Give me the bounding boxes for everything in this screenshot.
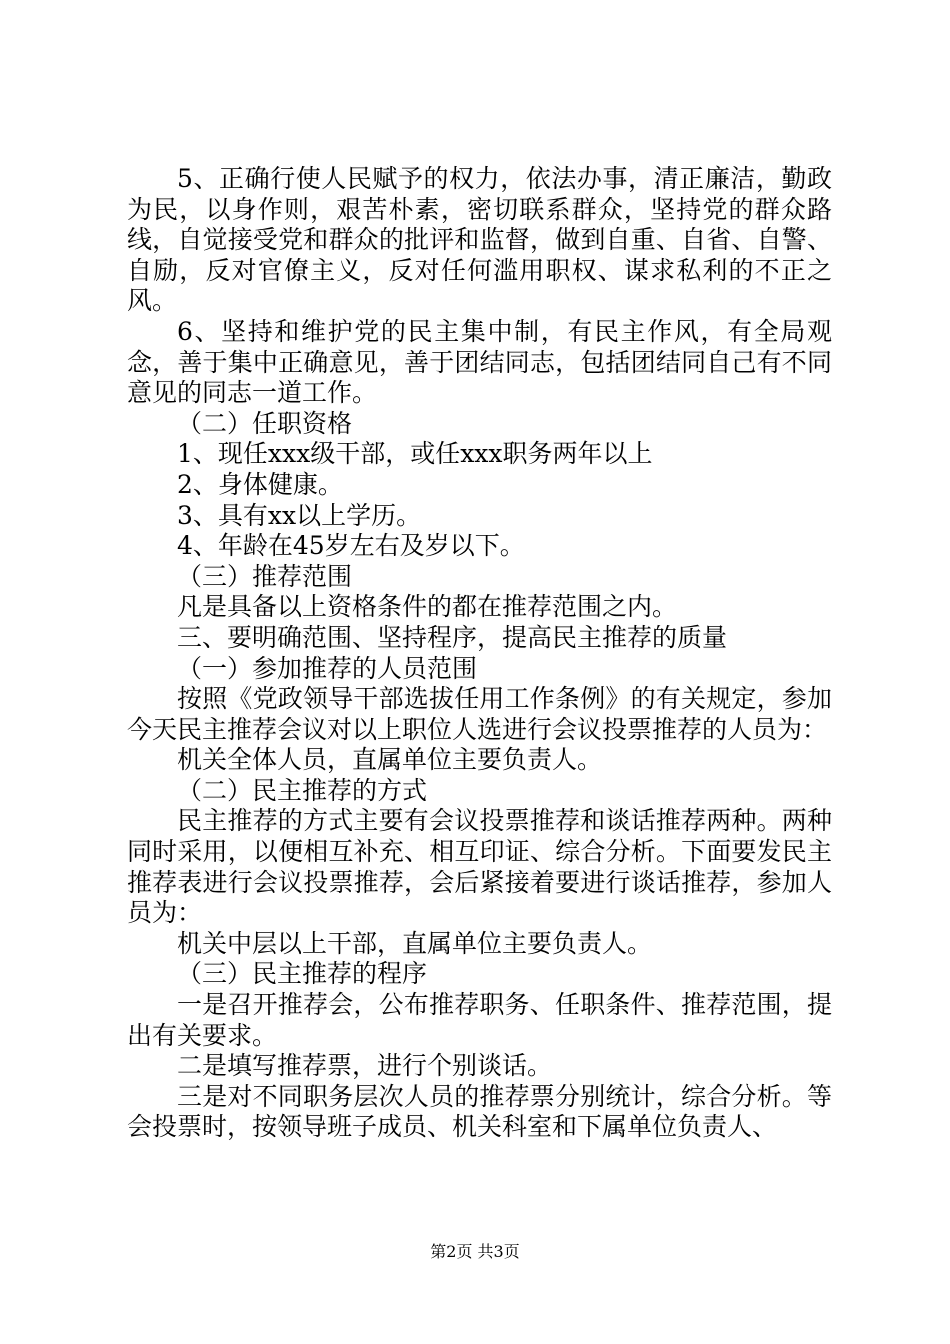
- page-footer: [0, 1242, 950, 1262]
- paragraph: 二是填写推荐票，进行个别谈话。: [177, 1051, 553, 1081]
- list-item: 1、现任xxx级干部，或任xxx职务两年以上: [177, 439, 653, 469]
- section-heading: （二）民主推荐的方式: [177, 775, 428, 805]
- paragraph: 6、坚持和维护党的民主集中制，有民主作风，有全局观念，善于集中正确意见，善于团结同志，包括团结同自己有不同意见的同志一道工作。: [127, 316, 832, 408]
- section-heading: （三）推荐范围: [177, 561, 353, 591]
- paragraph: 机关全体人员，直属单位主要负责人。: [177, 745, 603, 775]
- paragraph: 一是召开推荐会，公布推荐职务、任职条件、推荐范围，提出有关要求。: [127, 990, 832, 1050]
- paragraph: 机关中层以上干部，直属单位主要负责人。: [177, 928, 653, 958]
- paragraph: 按照《党政领导干部选拔任用工作条例》的有关规定，参加今天民主推荐会议对以上职位人选进行会议投票推荐的人员为：: [127, 684, 832, 744]
- list-item: 3、具有xx以上学历。: [177, 500, 422, 530]
- paragraph: 民主推荐的方式主要有会议投票推荐和谈话推荐两种。两种同时采用，以便相互补充、相互印证、综合分析。下面要发民主推荐表进行会议投票推荐，会后紧接着要进行谈话推荐，参加人员为：: [127, 806, 832, 928]
- list-item: 2、身体健康。: [177, 469, 343, 499]
- paragraph: 5、正确行使人民赋予的权力，依法办事，清正廉洁，勤政为民，以身作则，艰苦朴素，密切联系群众，坚持党的群众路线，自觉接受党和群众的批评和监督，做到自重、自省、自警、自励，反对官僚主义，反对任何滥用职权、谋求私利的不正之风。: [127, 164, 832, 316]
- paragraph: 三是对不同职务层次人员的推荐票分别统计，综合分析。等会投票时，按领导班子成员、机关科室和下属单位负责人、: [127, 1081, 832, 1142]
- section-heading: （三）民主推荐的程序: [177, 959, 428, 989]
- section-heading: 三、要明确范围、坚持程序，提高民主推荐的质量: [177, 622, 728, 652]
- document-body: [127, 164, 832, 1143]
- page-number: 第2页 共3页: [430, 1242, 520, 1261]
- list-item: 4、年龄在45岁左右及岁以下。: [177, 531, 525, 561]
- section-heading: （一）参加推荐的人员范围: [177, 653, 478, 683]
- paragraph: 凡是具备以上资格条件的都在推荐范围之内。: [177, 592, 678, 622]
- section-heading: （二）任职资格: [177, 408, 353, 438]
